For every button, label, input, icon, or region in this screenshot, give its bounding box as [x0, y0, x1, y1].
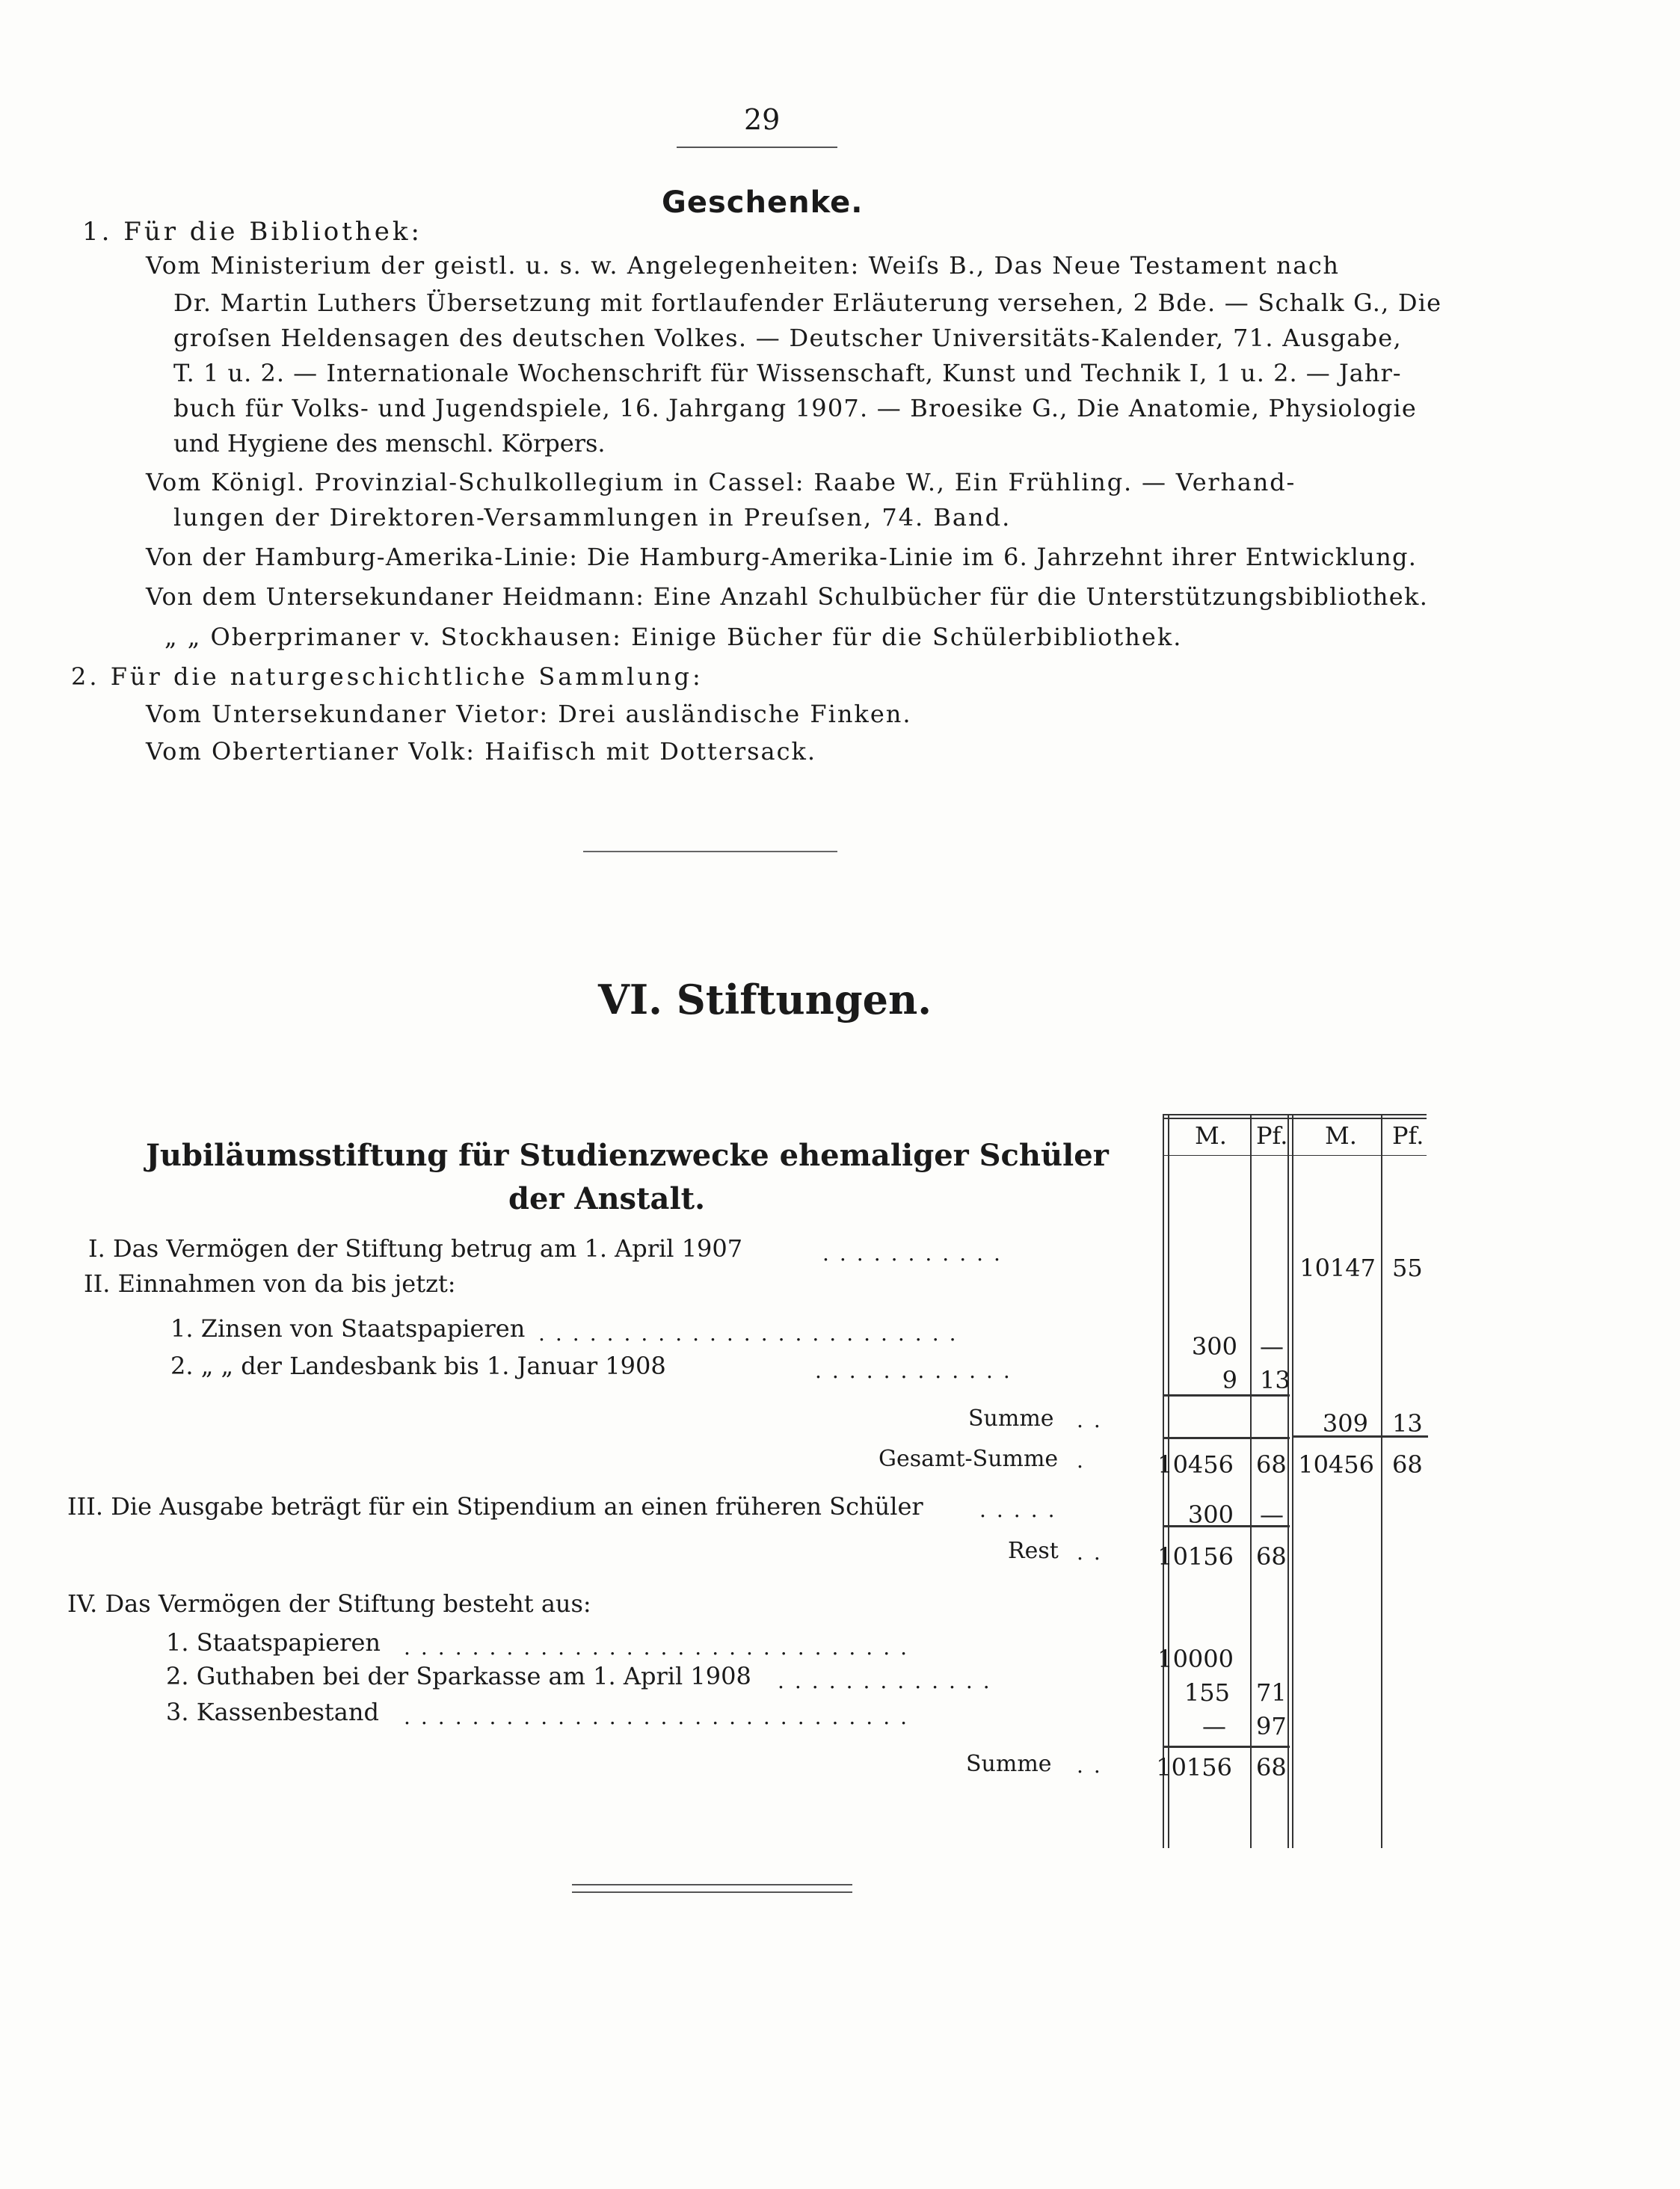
section-divider [583, 851, 837, 852]
gifts-line: und Hygiene des menschl. Körpers. [173, 429, 606, 458]
amount-cell: — [1260, 1500, 1284, 1529]
amount-cell: 55 [1392, 1254, 1423, 1282]
amount-cell: 97 [1256, 1712, 1287, 1740]
gifts-line: Von dem Untersekundaner Heidmann: Eine Anzahl Schulbücher für die Unterstützungsbibliothek. [146, 582, 1429, 611]
amount-cell: — [1202, 1712, 1226, 1740]
row-label: Gesamt-Summe [879, 1446, 1059, 1472]
leader-dots: .. [1077, 1540, 1111, 1565]
table-top-rule [1163, 1114, 1427, 1115]
gifts-line: Vom Obertertianer Volk: Haifisch mit Dottersack. [146, 737, 817, 766]
amount-cell: 10147 [1299, 1254, 1376, 1282]
leader-dots: ........... [822, 1241, 1011, 1266]
row-label: II. Einnahmen von da bis jetzt: [84, 1269, 456, 1298]
row-label: 2. „ „ der Landesbank bis 1. Januar 1908 [170, 1352, 666, 1380]
gifts-line: groſsen Heldensagen des deutschen Volkes. — Deutscher Universitäts-Kalender, 71. Ausgabe, [173, 324, 1402, 352]
sum-rule [1163, 1394, 1290, 1397]
leader-dots: ............ [815, 1358, 1021, 1383]
col-header-pf: Pf. [1392, 1121, 1424, 1150]
foundation-title: Jubiläumsstiftung für Studienzwecke ehemaliger Schüler [146, 1138, 1109, 1173]
leader-dots: ............. [778, 1669, 1000, 1693]
gifts-line: Vom Ministerium der geistl. u. s. w. Angelegenheiten: Weiſs B., Das Neue Testament nach [146, 251, 1340, 280]
col-header-pf: Pf. [1256, 1121, 1288, 1150]
amount-cell: 10000 [1157, 1645, 1234, 1673]
amount-cell: 155 [1184, 1678, 1230, 1707]
row-label: IV. Das Vermögen der Stiftung besteht aus: [67, 1589, 591, 1618]
gifts-line: 1. Für die Bibliothek: [82, 217, 422, 247]
amount-cell: 10156 [1156, 1753, 1232, 1782]
leader-dots: .............................. [404, 1705, 918, 1729]
col-header-m: M. [1195, 1121, 1227, 1150]
column-rule [1168, 1115, 1169, 1848]
amount-cell: 10456 [1157, 1450, 1234, 1479]
amount-cell: 10156 [1157, 1542, 1234, 1571]
row-label: 2. Guthaben bei der Sparkasse am 1. April 1908 [166, 1662, 751, 1690]
col-header-m: M. [1325, 1121, 1357, 1150]
amount-cell: 71 [1256, 1678, 1287, 1707]
gifts-line: Vom Königl. Provinzial-Schulkollegium in Cassel: Raabe W., Ein Frühling. — Verhand- [146, 468, 1296, 496]
gifts-line: T. 1 u. 2. — Internationale Wochenschrift für Wissenschaft, Kunst und Technik I, 1 u. 2. — Jahr- [173, 359, 1402, 387]
column-rule [1292, 1115, 1293, 1848]
leader-dots: . [1077, 1448, 1094, 1473]
row-label: I. Das Vermögen der Stiftung betrug am 1. April 1907 [88, 1234, 743, 1263]
leader-dots: .. [1077, 1408, 1111, 1432]
column-rule [1163, 1115, 1164, 1848]
amount-cell: 13 [1392, 1409, 1423, 1438]
gifts-line: 2. Für die naturgeschichtliche Sammlung: [71, 662, 704, 691]
amount-cell: 9 [1222, 1366, 1237, 1394]
row-label: 1. Zinsen von Staatspapieren [170, 1314, 526, 1343]
gifts-line: lungen der Direktoren-Versammlungen in Preuſsen, 74. Band. [173, 503, 1012, 532]
amount-cell: 300 [1191, 1332, 1237, 1361]
amount-cell: — [1260, 1332, 1284, 1361]
leader-dots: ..... [979, 1497, 1065, 1522]
row-label: Rest [1008, 1538, 1059, 1564]
foundation-title-2: der Anstalt. [508, 1181, 706, 1216]
amount-cell: 68 [1256, 1753, 1287, 1782]
leader-dots: ......................... [538, 1321, 967, 1346]
header-rule [1163, 1155, 1427, 1156]
amount-cell: 309 [1322, 1409, 1368, 1438]
amount-cell: 10456 [1298, 1450, 1374, 1479]
row-label: Summe [966, 1751, 1052, 1777]
leader-dots: .............................. [404, 1635, 918, 1660]
page-number: 29 [744, 103, 781, 136]
gifts-line: buch für Volks- und Jugendspiele, 16. Jahrgang 1907. — Broesike G., Die Anatomie, Physiologie [173, 394, 1418, 422]
stiftungen-heading: VI. Stiftungen. [598, 976, 932, 1023]
amount-cell: 300 [1187, 1500, 1234, 1529]
table-top-rule [1163, 1118, 1427, 1119]
amount-cell: 68 [1256, 1450, 1287, 1479]
row-label: Summe [968, 1406, 1054, 1432]
amount-cell: 13 [1260, 1366, 1290, 1394]
sum-rule [1163, 1746, 1290, 1748]
row-label: 3. Kassenbestand [166, 1698, 379, 1726]
amount-cell: 68 [1392, 1450, 1423, 1479]
gifts-line: Von der Hamburg-Amerika-Linie: Die Hamburg-Amerika-Linie im 6. Jahrzehnt ihrer Entwicklung. [146, 543, 1418, 571]
gifts-line: „ „ Oberprimaner v. Stockhausen: Einige Bücher für die Schülerbibliothek. [164, 623, 1183, 651]
closing-rule [572, 1891, 852, 1893]
row-label: III. Die Ausgabe beträgt für ein Stipendium an einen früheren Schüler [67, 1492, 923, 1521]
column-rule [1381, 1115, 1382, 1848]
column-rule [1287, 1115, 1289, 1848]
row-label: 1. Staatspapieren [166, 1628, 381, 1657]
header-rule [677, 147, 837, 148]
amount-cell: 68 [1256, 1542, 1287, 1571]
gifts-line: Dr. Martin Luthers Übersetzung mit fortlaufender Erläuterung versehen, 2 Bde. — Schalk G., Die [173, 289, 1442, 317]
column-rule [1250, 1115, 1252, 1848]
leader-dots: .. [1077, 1753, 1111, 1778]
sum-rule [1163, 1437, 1290, 1439]
closing-rule [572, 1884, 852, 1885]
gifts-line: Vom Untersekundaner Vietor: Drei ausländische Finken. [146, 700, 912, 728]
gifts-heading: Geschenke. [662, 185, 864, 220]
